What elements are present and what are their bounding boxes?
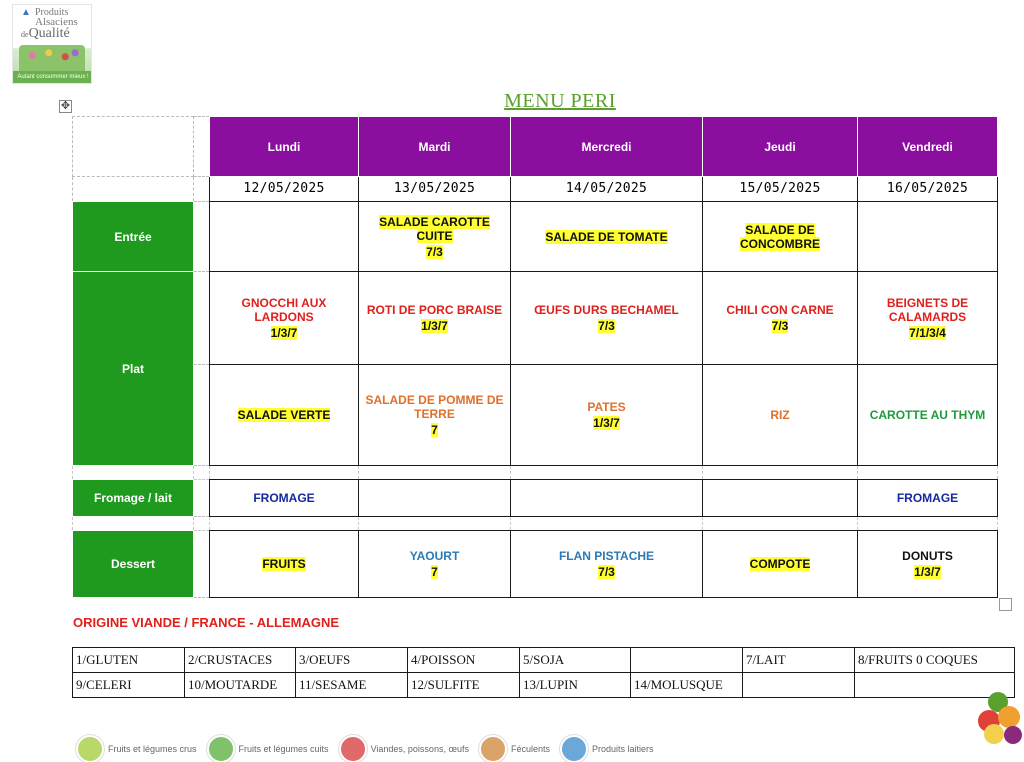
dish-name: SALADE DE POMME DE TERRE: [365, 393, 504, 421]
allergen-cell: 13/LUPIN: [520, 673, 631, 698]
legend-item: [76, 735, 197, 762]
menu-cell[interactable]: [359, 480, 511, 517]
logo-line-3: deQualité: [21, 26, 70, 41]
day-header: Mercredi: [511, 117, 703, 177]
dish-name: COMPOTE: [749, 557, 811, 571]
allergen-cell: 12/SULFITE: [408, 673, 520, 698]
date-cell: 14/05/2025: [511, 177, 703, 202]
menu-cell[interactable]: [359, 531, 511, 598]
day-header: Jeudi: [703, 117, 858, 177]
allergen-cell: 11/SESAME: [296, 673, 408, 698]
meat-origin-note: ORIGINE VIANDE / FRANCE - ALLEMAGNE: [73, 615, 340, 630]
menu-cell[interactable]: [511, 531, 703, 598]
spacer-cell: [511, 517, 703, 531]
gap-cell: [194, 117, 210, 177]
allergen-cell: 4/POISSON: [408, 648, 520, 673]
spacer-cell: [210, 517, 359, 531]
date-cell: 16/05/2025: [858, 177, 998, 202]
legend-label: Fruits et légumes crus: [108, 744, 197, 754]
dish-name: DONUTS: [902, 549, 953, 563]
allergen-cell: 9/CELERI: [73, 673, 185, 698]
menu-cell[interactable]: [359, 272, 511, 365]
allergen-codes: 1/3/7: [270, 326, 298, 340]
cooked-produce-icon: [207, 735, 235, 762]
allergen-codes: 7: [431, 423, 438, 437]
menu-cell[interactable]: [858, 480, 998, 517]
logo-slogan: Autant consommer mieux !: [13, 71, 92, 83]
date-cell: 12/05/2025: [210, 177, 359, 202]
date-cell: 15/05/2025: [703, 177, 858, 202]
gap-cell: [194, 480, 210, 517]
legend-label: Produits laitiers: [591, 744, 654, 754]
legend-label: Fruits et légumes cuits: [238, 744, 329, 754]
day-header: Vendredi: [858, 117, 998, 177]
legend-item: [339, 735, 469, 762]
allergen-cell: 8/FRUITS 0 COQUES: [855, 648, 1015, 673]
menu-cell[interactable]: [210, 480, 359, 517]
menu-cell[interactable]: [703, 202, 858, 272]
table-move-handle-icon[interactable]: ✥: [60, 100, 71, 112]
fruit-basket-icon: [974, 688, 1024, 748]
day-header: Mardi: [359, 117, 511, 177]
gap-cell: [194, 272, 210, 365]
gap-cell: [194, 177, 210, 202]
allergen-cell: 2/CRUSTACES: [185, 648, 296, 673]
menu-cell[interactable]: [210, 272, 359, 365]
category-plat: Plat: [73, 272, 194, 466]
dairy-icon: [560, 735, 588, 762]
dish-name: SALADE CAROTTE CUITE: [379, 214, 490, 243]
allergen-codes: 1/3/7: [421, 319, 448, 333]
logo-line-1: Produits: [35, 7, 69, 18]
page-title: MENU PERI: [504, 90, 616, 112]
menu-cell[interactable]: [511, 202, 703, 272]
raw-produce-icon: [76, 735, 104, 762]
spacer-cell: [359, 517, 511, 531]
gap-cell: [194, 365, 210, 466]
food-group-legend: [76, 735, 664, 762]
logo: [12, 4, 92, 84]
menu-cell[interactable]: [210, 202, 359, 272]
legend-item: [207, 735, 329, 762]
dish-name: FLAN PISTACHE: [558, 549, 655, 563]
spacer-cell: [703, 466, 858, 480]
allergen-cell: 3/OEUFS: [296, 648, 408, 673]
gap-cell: [194, 531, 210, 598]
allergen-codes: 7/3: [598, 319, 615, 333]
stork-icon: ▲: [21, 7, 31, 18]
corner-cell: [73, 177, 194, 202]
allergen-codes: 7/3: [598, 565, 615, 579]
legend-label: Viandes, poissons, œufs: [370, 744, 469, 754]
allergen-table: [72, 647, 1015, 698]
garden-icon: [19, 45, 85, 71]
menu-cell[interactable]: [703, 365, 858, 466]
menu-cell[interactable]: [703, 480, 858, 517]
dish-name: ŒUFS DURS BECHAMEL: [534, 303, 679, 317]
corner-cell: [73, 117, 194, 177]
dish-name: SALADE VERTE: [237, 408, 331, 422]
spacer-cell: [511, 466, 703, 480]
spacer-cell: [703, 517, 858, 531]
menu-cell[interactable]: [511, 272, 703, 365]
allergen-cell: 7/LAIT: [743, 648, 855, 673]
legend-label: Féculents: [510, 744, 550, 754]
starch-icon: [479, 735, 507, 762]
allergen-cell: [631, 648, 743, 673]
menu-cell[interactable]: [858, 365, 998, 466]
dish-name: FROMAGE: [896, 491, 959, 505]
category-fromage: Fromage / lait: [73, 480, 194, 517]
dish-name: PATES: [587, 400, 626, 414]
menu-cell[interactable]: [511, 480, 703, 517]
spacer-cell: [858, 466, 998, 480]
allergen-codes: 1/3/7: [593, 416, 620, 430]
dish-name: BEIGNETS DE CALAMARDS: [886, 296, 969, 324]
date-cell: 13/05/2025: [359, 177, 511, 202]
dish-name: ROTI DE PORC BRAISE: [366, 303, 503, 317]
legend-item: [560, 735, 654, 762]
allergen-cell: 14/MOLUSQUE: [631, 673, 743, 698]
category-entree: Entrée: [73, 202, 194, 272]
meat-fish-egg-icon: [339, 735, 367, 762]
menu-cell[interactable]: [210, 365, 359, 466]
gap-cell: [194, 466, 210, 480]
menu-cell[interactable]: [858, 272, 998, 365]
category-dessert: Dessert: [73, 531, 194, 598]
gap-cell: [194, 517, 210, 531]
gap-cell: [194, 202, 210, 272]
logo-line-2: Alsaciens: [35, 16, 78, 28]
allergen-cell: 5/SOJA: [520, 648, 631, 673]
dish-name: GNOCCHI AUX LARDONS: [241, 296, 327, 324]
legend-item: [479, 735, 550, 762]
spacer-cell: [359, 466, 511, 480]
menu-table: [72, 116, 998, 598]
spacer-cell: [73, 517, 194, 531]
allergen-codes: 7/3: [771, 319, 789, 333]
allergen-codes: 7/1/3/4: [909, 326, 946, 340]
allergen-cell: 1/GLUTEN: [73, 648, 185, 673]
menu-cell[interactable]: [359, 202, 511, 272]
dish-name: CAROTTE AU THYM: [869, 408, 986, 422]
dish-name: CHILI CON CARNE: [726, 303, 834, 317]
dish-name: SALADE DE TOMATE: [545, 229, 668, 244]
day-header: Lundi: [210, 117, 359, 177]
spacer-cell: [73, 466, 194, 480]
menu-cell[interactable]: [359, 365, 511, 466]
menu-cell[interactable]: [210, 531, 359, 598]
dish-name: SALADE DE CONCOMBRE: [740, 222, 820, 251]
dish-name: FRUITS: [262, 557, 306, 571]
allergen-cell: 10/MOUTARDE: [185, 673, 296, 698]
menu-cell[interactable]: [858, 202, 998, 272]
dish-name: RIZ: [770, 408, 790, 422]
table-resize-handle-icon[interactable]: [999, 598, 1012, 611]
allergen-codes: 7/3: [426, 244, 443, 259]
menu-cell[interactable]: [703, 531, 858, 598]
allergen-codes: 1/3/7: [914, 565, 941, 579]
menu-cell[interactable]: [703, 272, 858, 365]
menu-cell[interactable]: [858, 531, 998, 598]
spacer-cell: [210, 466, 359, 480]
dish-name: FROMAGE: [253, 491, 315, 505]
menu-cell[interactable]: [511, 365, 703, 466]
dish-name: YAOURT: [409, 549, 460, 563]
spacer-cell: [858, 517, 998, 531]
allergen-cell: [743, 673, 855, 698]
allergen-codes: 7: [431, 565, 438, 579]
